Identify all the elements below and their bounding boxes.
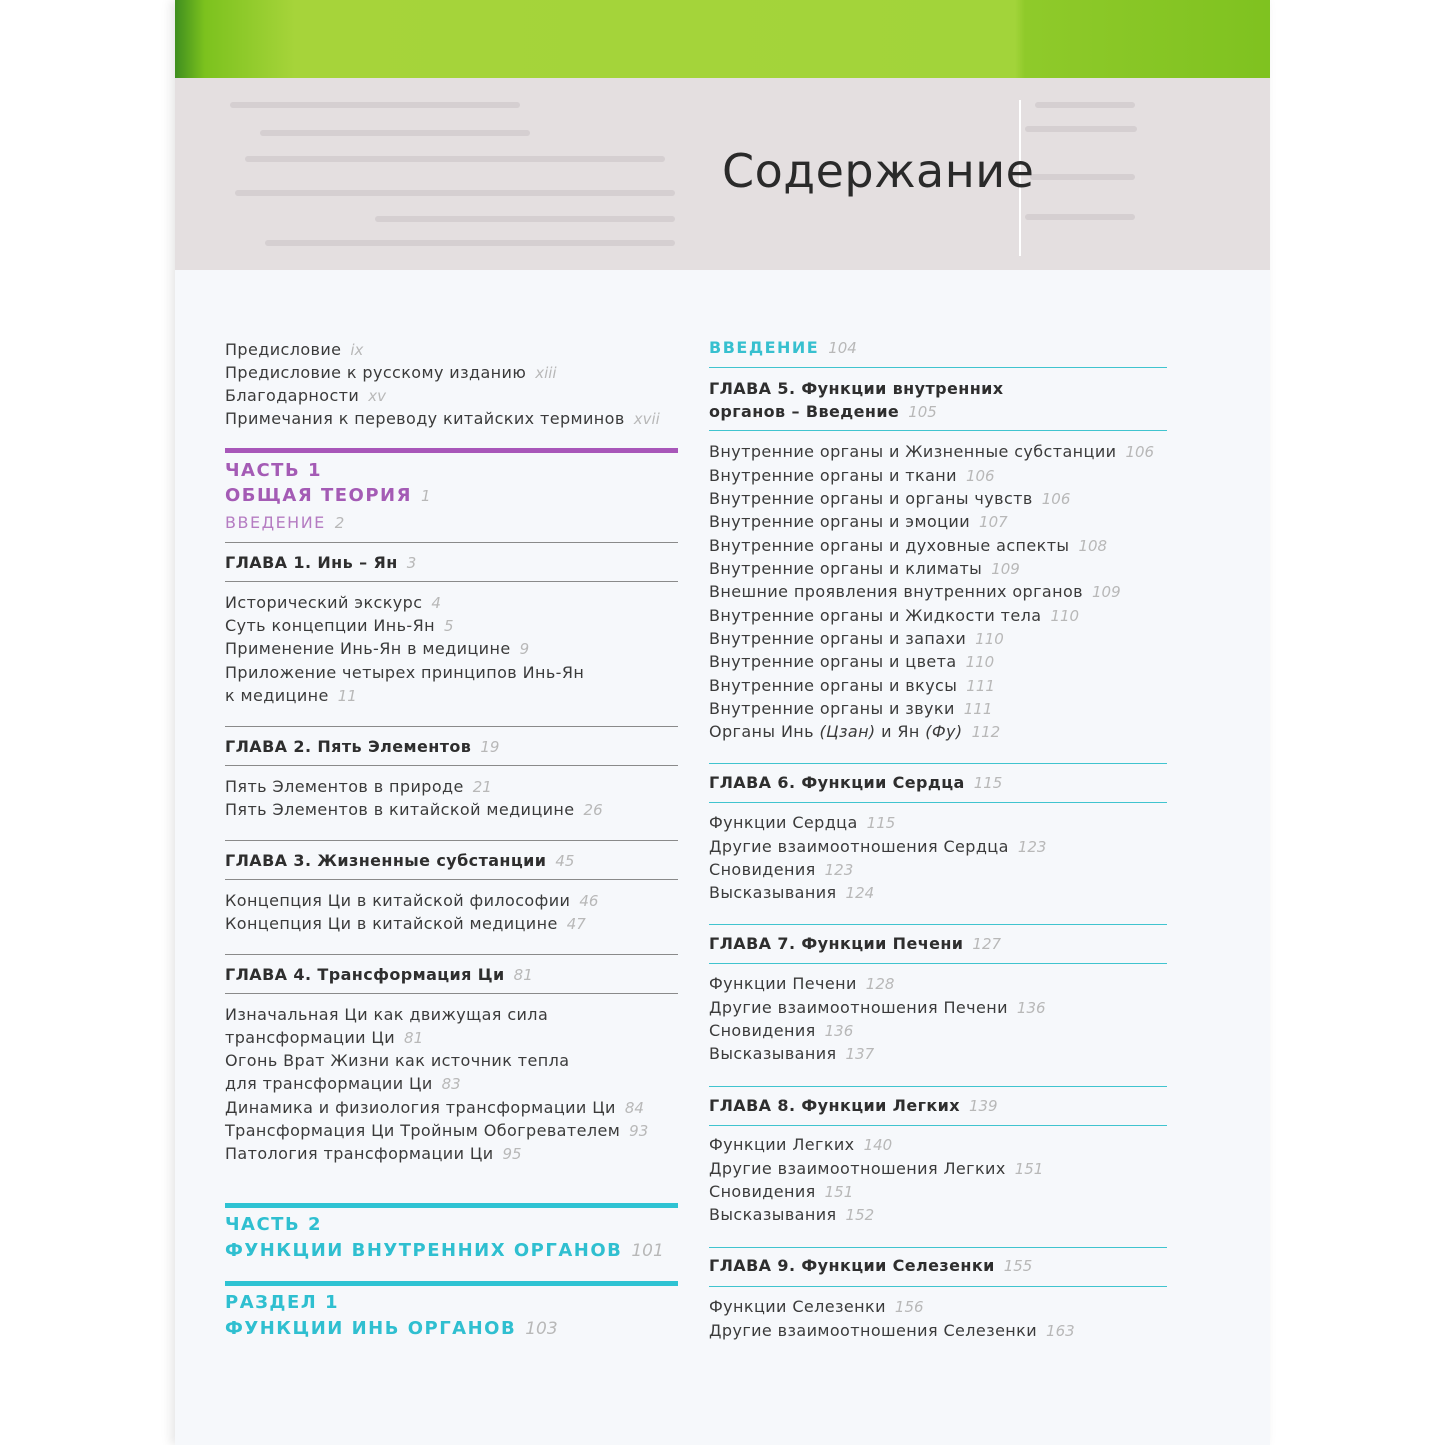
- part1-intro-text: ВВЕДЕНИЕ: [225, 513, 326, 532]
- toc-entry-text: для трансформации Ци: [225, 1074, 433, 1093]
- chapter-heading: [225, 851, 574, 871]
- toc-entry: [225, 593, 441, 613]
- toc-entry: [709, 442, 1154, 462]
- page-number: 47: [566, 915, 586, 933]
- toc-entry: [225, 1098, 644, 1118]
- toc-entry: [709, 1321, 1075, 1341]
- toc-entry-text: Функции Легких: [709, 1135, 855, 1154]
- chapter-heading: [225, 737, 499, 757]
- page-number: 115: [973, 774, 1003, 792]
- toc-entry-text: Динамика и физиология трансформации Ци: [225, 1098, 616, 1117]
- toc-entry: [709, 1135, 892, 1155]
- toc-entry: [225, 891, 598, 911]
- page-number: 115: [866, 814, 896, 832]
- page-number: 136: [824, 1022, 854, 1040]
- toc-entry-text: Предисловие: [225, 340, 342, 359]
- page-number: 155: [1003, 1257, 1033, 1275]
- show-through-line: [260, 130, 530, 136]
- toc-entry: [709, 722, 1000, 742]
- part2-bar: [225, 1203, 678, 1208]
- divider: [225, 840, 678, 841]
- toc-entry: [225, 1005, 548, 1025]
- section1-title-text: ФУНКЦИИ ИНЬ ОРГАНОВ: [225, 1318, 517, 1339]
- page-number: 9: [519, 640, 530, 658]
- page-number: 109: [1092, 583, 1121, 601]
- page-number: 151: [824, 1183, 854, 1201]
- page-number: 19: [480, 738, 500, 756]
- page-number: 123: [824, 861, 854, 879]
- toc-entry: [225, 340, 363, 360]
- part2-title-text: ФУНКЦИИ ВНУТРЕННИХ ОРГАНОВ: [225, 1240, 623, 1261]
- show-through-line: [1035, 102, 1135, 108]
- chapter-title: ГЛАВА 8. Функции Легких: [709, 1096, 960, 1115]
- page-number: 140: [863, 1136, 893, 1154]
- page-number: 128: [865, 975, 895, 993]
- toc-entry: [709, 629, 1004, 649]
- toc-entry-text: Другие взаимоотношения Селезенки: [709, 1321, 1038, 1340]
- page-number: 152: [845, 1206, 875, 1224]
- page-number: 109: [991, 560, 1020, 578]
- page-number: 4: [431, 594, 441, 612]
- toc-entry-text: Внутренние органы и климаты: [709, 559, 983, 578]
- chapter-heading: [709, 402, 937, 422]
- page-number: 83: [441, 1075, 461, 1093]
- page-number: 103: [525, 1319, 558, 1339]
- toc-entry-text: к медицине: [225, 686, 329, 705]
- toc-entry: [709, 974, 894, 994]
- show-through-line: [245, 156, 665, 162]
- page-number: xvii: [633, 410, 660, 428]
- part1-intro: [225, 513, 344, 532]
- toc-entry-text: Суть концепции Инь-Ян: [225, 616, 435, 635]
- page-number: 81: [404, 1029, 424, 1047]
- divider: [709, 763, 1167, 764]
- page-number: ix: [350, 341, 364, 359]
- chapter-title: ГЛАВА 7. Функции Печени: [709, 934, 964, 953]
- page-number: xv: [368, 387, 386, 405]
- divider: [225, 726, 678, 727]
- toc-entry-text: Применение Инь-Ян в медицине: [225, 639, 511, 658]
- toc-entry-text: Концепция Ци в китайской философии: [225, 891, 571, 910]
- toc-entry: [709, 860, 853, 880]
- divider: [225, 954, 678, 955]
- toc-entry: [225, 639, 529, 659]
- part1-bar: [225, 448, 678, 453]
- toc-entry: [709, 652, 994, 672]
- toc-entry: [225, 1121, 648, 1141]
- page-number: 3: [406, 554, 417, 572]
- toc-entry: [709, 1182, 853, 1202]
- chapter-title: ГЛАВА 6. Функции Сердца: [709, 773, 965, 792]
- show-through-line: [1030, 174, 1135, 180]
- page-number: 112: [971, 723, 1001, 741]
- show-through-line: [1025, 126, 1137, 132]
- page-number: 2: [334, 514, 345, 532]
- toc-entry: [709, 582, 1121, 602]
- toc-entry-text: Изначальная Ци как движущая сила: [225, 1005, 549, 1024]
- part2-label: ЧАСТЬ 2: [225, 1214, 322, 1235]
- toc-entry: [709, 676, 995, 696]
- chapter-heading: [225, 965, 533, 985]
- divider: [225, 581, 678, 582]
- toc-entry: [225, 616, 454, 636]
- show-through-line: [235, 190, 675, 196]
- part1-label: ЧАСТЬ 1: [225, 460, 322, 481]
- divider: [709, 430, 1167, 431]
- green-header-band: [175, 0, 1270, 78]
- toc-entry-text: Другие взаимоотношения Печени: [709, 998, 1008, 1017]
- toc-entry: [225, 663, 584, 683]
- toc-entry-text-c: и Ян: [875, 722, 926, 741]
- toc-entry-text: Приложение четырех принципов Инь-Ян: [225, 663, 585, 682]
- toc-entry-text: Другие взаимоотношения Легких: [709, 1159, 1006, 1178]
- toc-entry-text: Сновидения: [709, 860, 816, 879]
- toc-entry-text: Функции Сердца: [709, 813, 858, 832]
- page-number: 123: [1017, 838, 1047, 856]
- toc-entry-text: Внутренние органы и ткани: [709, 466, 957, 485]
- toc-entry-text: Предисловие к русскому изданию: [225, 363, 527, 382]
- page-number: 136: [1016, 999, 1046, 1017]
- page-number: 95: [502, 1145, 522, 1163]
- toc-entry: [709, 466, 995, 486]
- toc-entry: [709, 699, 992, 719]
- show-through-line: [265, 240, 675, 246]
- toc-entry-text-a: Органы Инь: [709, 722, 820, 741]
- page-number: 5: [443, 617, 454, 635]
- toc-entry: [709, 998, 1046, 1018]
- toc-entry: [709, 1044, 874, 1064]
- chapter-title: органов – Введение: [709, 402, 900, 421]
- toc-entry-text: Внутренние органы и цвета: [709, 652, 957, 671]
- chapter-title: ГЛАВА 5. Функции внутренних: [709, 379, 1004, 398]
- toc-entry-text: Внутренние органы и звуки: [709, 699, 955, 718]
- intro-text: ВВЕДЕНИЕ: [709, 338, 820, 357]
- toc-entry: [709, 1159, 1043, 1179]
- page-number: 45: [555, 852, 575, 870]
- toc-entry-text: Функции Селезенки: [709, 1297, 886, 1316]
- toc-entry-text-b: (Цзан): [819, 722, 876, 741]
- toc-entry-text: Пять Элементов в природе: [225, 777, 464, 796]
- page-number: 108: [1078, 537, 1108, 555]
- toc-entry: [709, 1205, 874, 1225]
- divider: [225, 879, 678, 880]
- toc-entry: [225, 363, 557, 383]
- page-number: 124: [845, 884, 875, 902]
- toc-entry-text: Пять Элементов в китайской медицине: [225, 800, 575, 819]
- divider: [709, 963, 1167, 964]
- page-number: 111: [963, 700, 993, 718]
- toc-entry-text: Внутренние органы и Жизненные субстанции: [709, 442, 1117, 461]
- toc-entry-text: Огонь Врат Жизни как источник тепла: [225, 1051, 570, 1070]
- divider: [709, 1286, 1167, 1287]
- page-title: Содержание: [722, 144, 1035, 198]
- toc-entry-text: Внутренние органы и запахи: [709, 629, 967, 648]
- toc-entry-text: Трансформация Ци Тройным Обогревателем: [225, 1121, 621, 1140]
- toc-entry: [225, 386, 386, 406]
- page-number: 110: [975, 630, 1004, 648]
- page-number: 111: [966, 677, 995, 695]
- toc-entry: [225, 1074, 461, 1094]
- page-number: 151: [1014, 1160, 1044, 1178]
- divider: [225, 542, 678, 543]
- page-number: 156: [894, 1298, 924, 1316]
- chapter-title: ГЛАВА 9. Функции Селезенки: [709, 1256, 995, 1275]
- part1-title-text: ОБЩАЯ ТЕОРИЯ: [225, 485, 412, 506]
- chapter-title: ГЛАВА 4. Трансформация Ци: [225, 965, 505, 984]
- chapter-title: ГЛАВА 2. Пять Элементов: [225, 737, 472, 756]
- chapter-heading: [709, 379, 1004, 399]
- chapter-heading: [709, 934, 1001, 954]
- toc-entry: [225, 914, 586, 934]
- toc-entry: [225, 800, 603, 820]
- toc-entry-text: Внутренние органы и эмоции: [709, 512, 971, 531]
- intro-heading: [709, 338, 857, 357]
- toc-entry-text: Высказывания: [709, 1044, 837, 1063]
- toc-entry-text: Высказывания: [709, 1205, 837, 1224]
- chapter-title: ГЛАВА 3. Жизненные субстанции: [225, 851, 547, 870]
- toc-entry-text: Сновидения: [709, 1021, 816, 1040]
- divider: [709, 1247, 1167, 1248]
- chapter-heading: [709, 1096, 998, 1116]
- section1-label: РАЗДЕЛ 1: [225, 1292, 339, 1313]
- page-number: 1: [420, 487, 431, 505]
- page-number: 11: [337, 687, 357, 705]
- chapter-heading: [709, 773, 1002, 793]
- chapter-heading: [709, 1256, 1032, 1276]
- page-number: 101: [631, 1241, 664, 1261]
- toc-entry: [225, 1144, 522, 1164]
- page-number: 107: [979, 513, 1008, 531]
- page-number: 26: [583, 801, 603, 819]
- toc-entry: [709, 559, 1020, 579]
- page-number: 163: [1046, 1322, 1075, 1340]
- toc-entry: [225, 409, 660, 429]
- toc-entry-text: Сновидения: [709, 1182, 816, 1201]
- part1-title: [225, 485, 430, 506]
- toc-entry-text: трансформации Ци: [225, 1028, 396, 1047]
- divider: [709, 1125, 1167, 1126]
- divider: [225, 765, 678, 766]
- page-number: 137: [845, 1045, 875, 1063]
- chapter-heading: [225, 553, 416, 573]
- page-number: 46: [579, 892, 599, 910]
- page-number: 110: [1050, 607, 1080, 625]
- toc-entry: [709, 512, 1008, 532]
- toc-entry: [709, 1021, 853, 1041]
- toc-entry-text: Высказывания: [709, 883, 837, 902]
- toc-entry-text: Функции Печени: [709, 974, 857, 993]
- toc-entry: [225, 1028, 423, 1048]
- toc-entry-text: Благодарности: [225, 386, 360, 405]
- toc-entry: [225, 777, 492, 797]
- page-number: 81: [513, 966, 533, 984]
- toc-entry: [709, 883, 874, 903]
- show-through-line: [1025, 214, 1135, 220]
- toc-entry-text: Патология трансформации Ци: [225, 1144, 494, 1163]
- toc-entry: [709, 606, 1079, 626]
- page-number: 93: [629, 1122, 649, 1140]
- show-through-line: [375, 216, 675, 222]
- part2-title: [225, 1240, 664, 1261]
- toc-entry: [709, 837, 1046, 857]
- page-number: 110: [965, 653, 995, 671]
- divider: [709, 1086, 1167, 1087]
- toc-entry: [709, 489, 1070, 509]
- page-number: 127: [972, 935, 1002, 953]
- toc-entry: [709, 813, 895, 833]
- page-number: 21: [472, 778, 492, 796]
- toc-entry-text: Внутренние органы и вкусы: [709, 676, 958, 695]
- toc-entry-text: Концепция Ци в китайской медицине: [225, 914, 558, 933]
- toc-entry: [225, 1051, 569, 1071]
- divider: [709, 367, 1167, 368]
- toc-entry-text-d: (Фу): [925, 722, 963, 741]
- page-number: 106: [1041, 490, 1071, 508]
- divider: [709, 802, 1167, 803]
- page-number: 106: [965, 467, 995, 485]
- page-number: 104: [828, 339, 857, 357]
- page-number: 105: [908, 403, 937, 421]
- toc-entry-text: Внутренние органы и органы чувств: [709, 489, 1033, 508]
- toc-entry-text: Исторический экскурс: [225, 593, 423, 612]
- page-number: 106: [1125, 443, 1155, 461]
- section1-bar: [225, 1281, 678, 1286]
- toc-entry-text: Примечания к переводу китайских терминов: [225, 409, 625, 428]
- toc-entry: [709, 1297, 924, 1317]
- toc-entry-text: Внешние проявления внутренних органов: [709, 582, 1084, 601]
- toc-entry: [225, 686, 357, 706]
- toc-entry-text: Внутренние органы и духовные аспекты: [709, 536, 1070, 555]
- page-number: 84: [624, 1099, 644, 1117]
- divider: [709, 924, 1167, 925]
- toc-entry-text: Другие взаимоотношения Сердца: [709, 837, 1009, 856]
- chapter-title: ГЛАВА 1. Инь – Ян: [225, 553, 398, 572]
- page-number: xiii: [535, 364, 557, 382]
- toc-entry-text: Внутренние органы и Жидкости тела: [709, 606, 1042, 625]
- section1-title: [225, 1318, 558, 1339]
- page-number: 139: [968, 1097, 998, 1115]
- divider: [225, 993, 678, 994]
- toc-entry: [709, 536, 1107, 556]
- show-through-line: [230, 102, 520, 108]
